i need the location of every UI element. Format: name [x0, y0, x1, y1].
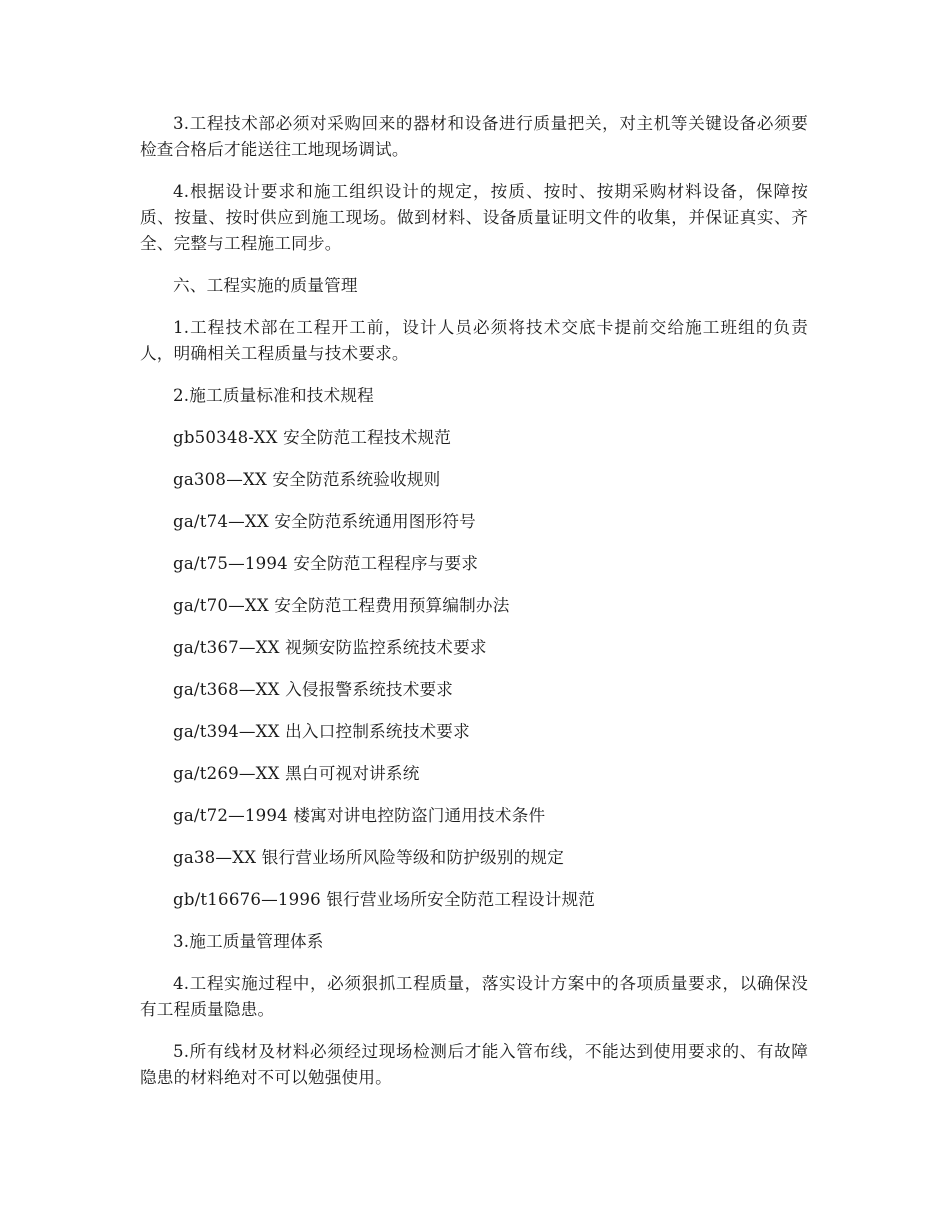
standard-item: ga/t367—XX 视频安防监控系统技术要求 [173, 638, 487, 657]
standard-item: ga/t368—XX 入侵报警系统技术要求 [173, 680, 454, 699]
paragraph-material-supply: 4.根据设计要求和施工组织设计的规定，按质、按时、按期采购材料设备，保障按质、按量、按时供应到施工现场。做到材料、设备质量证明文件的收集，并保证真实、齐全、完整与工程施工同步。 [140, 182, 808, 253]
standard-item: ga/t72—1994 楼寓对讲电控防盗门通用技术条件 [173, 806, 546, 825]
standard-item: gb/t16676—1996 银行营业场所安全防范工程设计规范 [173, 890, 596, 909]
paragraph-standards-heading: 2.施工质量标准和技术规程 [173, 386, 374, 405]
paragraph-quality-system: 3.施工质量管理体系 [173, 932, 324, 951]
paragraph-procurement-inspection: 3.工程技术部必须对采购回来的器材和设备进行质量把关，对主机等关键设备必须要检查合格后才能送往工地现场调试。 [140, 114, 808, 159]
standard-item: ga/t74—XX 安全防范系统通用图形符号 [173, 512, 476, 531]
standard-item: ga/t75—1994 安全防范工程程序与要求 [173, 554, 479, 573]
standard-item: ga38—XX 银行营业场所风险等级和防护级别的规定 [173, 848, 565, 867]
paragraph-material-testing: 5.所有线材及材料必须经过现场检测后才能入管布线，不能达到使用要求的、有故障隐患的材料绝对不可以勉强使用。 [140, 1042, 808, 1087]
standard-item: ga/t70—XX 安全防范工程费用预算编制办法 [173, 596, 510, 615]
standard-item: ga/t269—XX 黑白可视对讲系统 [173, 764, 420, 783]
standard-item: gb50348-XX 安全防范工程技术规范 [173, 428, 452, 447]
section-heading-quality-management: 六、工程实施的质量管理 [173, 276, 358, 295]
paragraph-construction-quality: 4.工程实施过程中，必须狠抓工程质量，落实设计方案中的各项质量要求，以确保没有工程质量隐患。 [140, 974, 808, 1019]
document-body [140, 111, 808, 1107]
standard-item: ga308—XX 安全防范系统验收规则 [173, 470, 441, 489]
standard-item: ga/t394—XX 出入口控制系统技术要求 [173, 722, 470, 741]
paragraph-technical-briefing: 1.工程技术部在工程开工前，设计人员必须将技术交底卡提前交给施工班组的负责人，明确相关工程质量与技术要求。 [140, 318, 808, 363]
